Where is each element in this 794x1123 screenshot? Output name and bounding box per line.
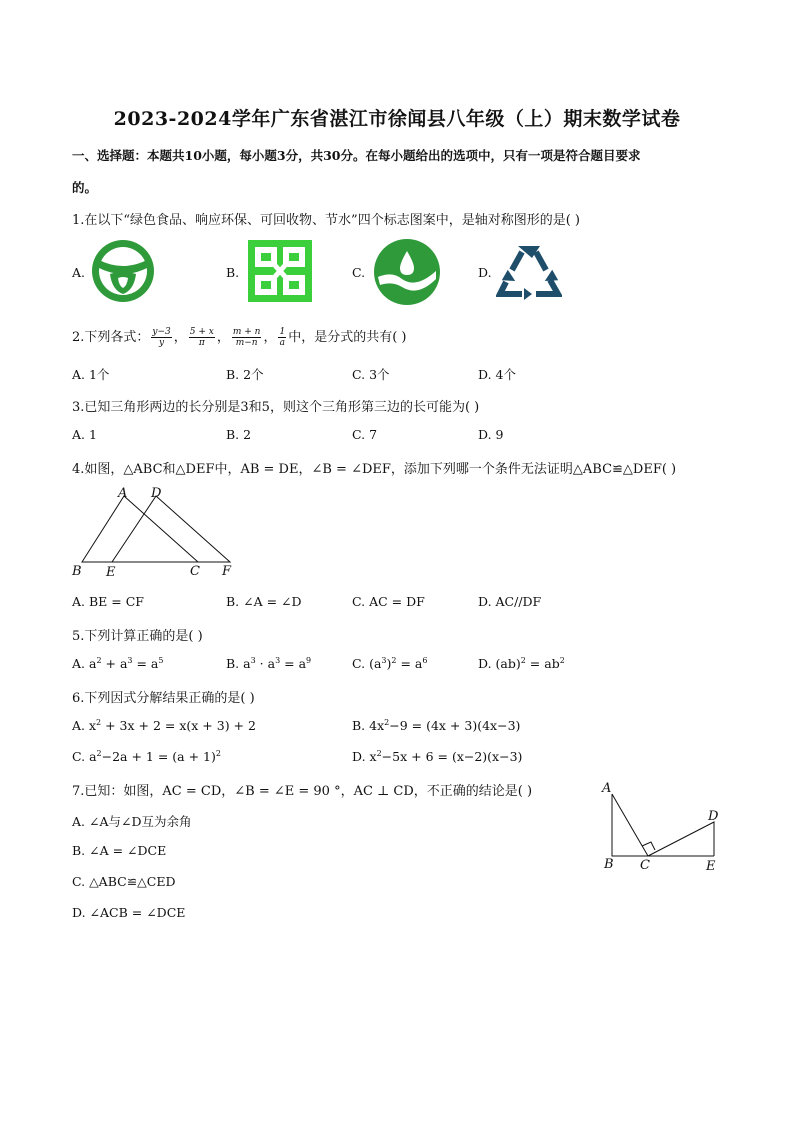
q2-fraction-1-den: y xyxy=(159,338,165,348)
q3-option-c: C. 7 xyxy=(352,427,378,442)
q6-c-exp: 2 xyxy=(215,749,221,758)
q2-suffix: 中，是分式的共有( ) xyxy=(288,330,407,345)
q2-fraction-2 xyxy=(189,327,215,348)
section-heading-line1: 一、选择题：本题共10小题，每小题3分，共30分。在每小题给出的选项中，只有一项是符合题目要求 xyxy=(72,148,641,163)
q7-label-e: E xyxy=(706,859,716,874)
q2-option-b: B. 2个 xyxy=(226,367,264,382)
q4-option-d: D. AC//DF xyxy=(478,594,542,609)
q5-option-a xyxy=(72,656,163,671)
q4-stem: 4.如图，△ABC和△DEF中，AB = DE，∠B = ∠DEF，添加下列哪一个条件无法证明△ABC≌△DEF( ) xyxy=(72,462,677,477)
q4-label-a: A xyxy=(118,486,128,501)
q7-right-triangle-figure xyxy=(596,778,726,874)
q5-a-part: A. a xyxy=(72,656,97,672)
q4-label-d: D xyxy=(151,486,162,501)
water-saving-logo-icon xyxy=(372,237,442,307)
q5-c-exp: 3 xyxy=(381,656,387,665)
q6-option-c xyxy=(72,749,221,764)
q5-a-exp: 2 xyxy=(96,656,102,665)
q2-fraction-2-den: π xyxy=(198,338,205,348)
q2-fraction-3-den: m−n xyxy=(235,338,258,348)
q5-c-part: C. (a xyxy=(352,656,382,672)
q2-sep: ， xyxy=(173,330,187,345)
q6-a-part: A. x xyxy=(72,718,97,734)
q2-fraction-4-den: a xyxy=(279,338,286,348)
q2-fraction-3 xyxy=(232,327,262,348)
q1-option-d-label: D. xyxy=(478,265,492,280)
q6-b-part: −9 = (4x + 3)(4x−3) xyxy=(389,718,521,734)
q1-option-c-label: C. xyxy=(352,265,366,280)
q4-label-f: F xyxy=(222,564,232,579)
section-heading-line2: 的。 xyxy=(72,180,98,195)
eco-response-logo-icon xyxy=(246,238,314,304)
q6-d-part: −5x + 6 = (x−2)(x−3) xyxy=(381,749,523,765)
q2-option-d: D. 4个 xyxy=(478,367,516,382)
q5-a-exp: 3 xyxy=(127,656,133,665)
q2-sep: ， xyxy=(216,330,230,345)
q4-label-b: B xyxy=(72,564,82,579)
q6-option-b xyxy=(352,718,520,733)
q5-a-part: + a xyxy=(101,656,128,672)
q7-stem: 7.已知：如图，AC = CD，∠B = ∠E = 90 °，AC ⊥ CD，不正确的结论是( ) xyxy=(72,784,533,799)
q7-label-a: A xyxy=(602,781,612,796)
q2-fraction-1-num: y−3 xyxy=(152,327,171,337)
q2-sep: ， xyxy=(263,330,277,345)
page-title: 2023-2024学年广东省湛江市徐闻县八年级（上）期末数学试卷 xyxy=(113,108,681,130)
q6-c-exp: 2 xyxy=(96,749,102,758)
q6-a-part: + 3x + 2 = x(x + 3) + 2 xyxy=(101,718,256,734)
q6-b-part: B. 4x xyxy=(352,718,385,734)
q5-c-part: = a xyxy=(396,656,423,672)
q3-option-a: A. 1 xyxy=(72,427,97,442)
q4-label-e: E xyxy=(106,565,116,580)
q3-option-d: D. 9 xyxy=(478,427,504,442)
q3-option-b: B. 2 xyxy=(226,427,252,442)
q1-option-b-label: B. xyxy=(226,265,240,280)
q6-c-part: −2a + 1 = (a + 1) xyxy=(101,749,216,765)
q4-label-c: C xyxy=(190,564,200,579)
q6-stem: 6.下列因式分解结果正确的是( ) xyxy=(72,691,255,706)
q5-c-exp: 6 xyxy=(422,656,428,665)
q5-b-part: B. a xyxy=(226,656,251,672)
q5-c-part: ) xyxy=(386,656,392,672)
q5-option-d xyxy=(478,656,565,671)
q5-b-exp: 3 xyxy=(275,656,281,665)
q5-d-part: = ab xyxy=(525,656,560,672)
q7-option-d: D. ∠ACB = ∠DCE xyxy=(72,905,186,920)
q2-option-c: C. 3个 xyxy=(352,367,390,382)
q6-c-part: C. a xyxy=(72,749,97,765)
q2-option-a: A. 1个 xyxy=(72,367,110,382)
q1-stem: 1.在以下“绿色食品、响应环保、可回收物、节水”四个标志图案中，是轴对称图形的是( ) xyxy=(72,213,580,228)
q5-a-part: = a xyxy=(132,656,159,672)
q2-fraction-3-num: m + n xyxy=(232,327,261,337)
q6-b-exp: 2 xyxy=(384,718,390,727)
q2-fraction-4-num: 1 xyxy=(279,327,286,337)
q5-a-exp: 5 xyxy=(158,656,164,665)
q5-d-exp: 2 xyxy=(559,656,565,665)
q4-option-b: B. ∠A = ∠D xyxy=(226,594,302,609)
q5-b-part: · a xyxy=(255,656,276,672)
q6-option-a xyxy=(72,718,256,733)
q6-a-exp: 2 xyxy=(96,718,102,727)
q5-b-exp: 3 xyxy=(250,656,256,665)
q2-fraction-4 xyxy=(278,327,286,348)
q4-option-a: A. BE = CF xyxy=(72,594,144,609)
q5-option-b xyxy=(226,656,311,671)
green-food-logo-icon xyxy=(90,238,156,304)
q5-d-part: D. (ab) xyxy=(478,656,521,672)
q7-option-b: B. ∠A = ∠DCE xyxy=(72,843,167,858)
q7-label-d: D xyxy=(708,809,719,824)
q7-label-b: B xyxy=(604,857,614,872)
q6-d-part: D. x xyxy=(352,749,377,765)
q5-b-exp: 9 xyxy=(306,656,312,665)
q6-d-exp: 2 xyxy=(376,749,382,758)
q2-prefix: 2.下列各式： xyxy=(72,330,150,345)
q4-triangle-figure xyxy=(68,484,238,580)
q7-option-a: A. ∠A与∠D互为余角 xyxy=(72,814,192,829)
q5-b-part: = a xyxy=(280,656,307,672)
q2-fraction-1 xyxy=(151,327,171,348)
q1-option-a-label: A. xyxy=(72,265,86,280)
q2-fraction-2-num: 5 + x xyxy=(189,327,214,337)
recycle-logo-icon xyxy=(496,242,562,304)
q5-option-c xyxy=(352,656,427,671)
q5-c-exp: 2 xyxy=(391,656,397,665)
q4-option-c: C. AC = DF xyxy=(352,594,425,609)
q5-d-exp: 2 xyxy=(520,656,526,665)
q5-stem: 5.下列计算正确的是( ) xyxy=(72,629,203,644)
q6-option-d xyxy=(352,749,522,764)
q7-option-c: C. △ABC≌△CED xyxy=(72,874,176,889)
q2-stem xyxy=(72,326,407,348)
q3-stem: 3.已知三角形两边的长分别是3和5，则这个三角形第三边的长可能为( ) xyxy=(72,400,480,415)
q7-label-c: C xyxy=(640,858,650,873)
